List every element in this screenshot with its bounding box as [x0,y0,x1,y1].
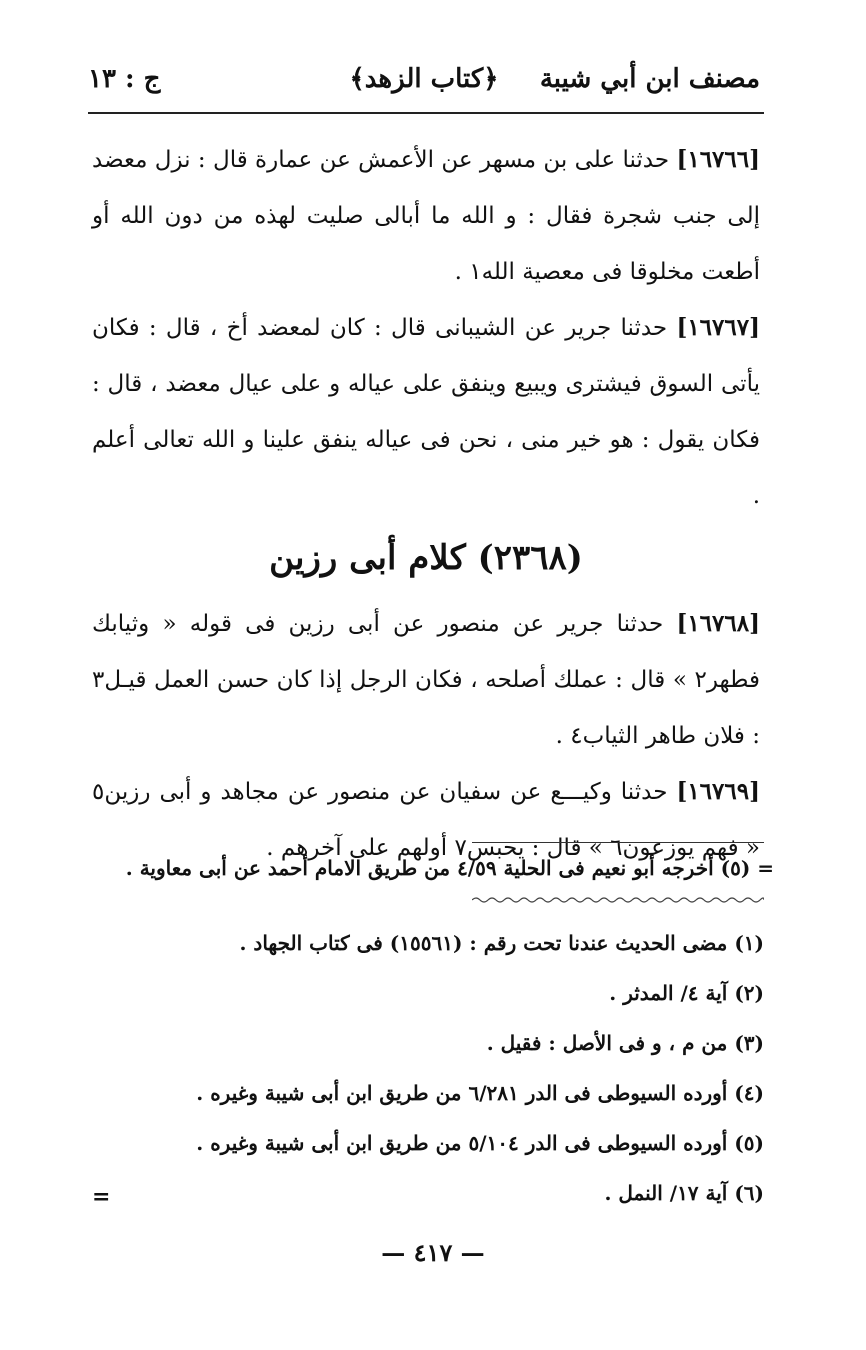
footnote: (٥) أورده السيوطى فى الدر ٥/١٠٤ من طريق ابن أبى شيبة وغيره . [196,1131,764,1155]
main-text [92,132,760,876]
book-title: مصنف ابن أبي شيبة [539,64,760,94]
footnote: (٤) أورده السيوطى فى الدر ٦/٢٨١ من طريق ابن أبى شيبة وغيره . [196,1081,764,1105]
hadith-number: [١٦٧٦٧] [676,314,760,341]
header-rule [88,112,764,114]
footnote: (١) مضى الحديث عندنا تحت رقم : (١٥٥٦١) فى كتاب الجهاد . [239,931,764,955]
footnote: (٣) من م ، و فى الأصل : فقيل . [486,1031,764,1055]
volume-number: ج : ١٣ [88,64,161,94]
hadith-text: حدثنا جرير عن الشيبانى قال : كان لمعضد أخ ، قال : فكان يأتى السوق فيشترى ويبيع وينفق على عياله و على عيال معضد ، قال : فكان يقول : هو خير منى ، نحن فى عياله ينفق علينا و الله تعالى أعلم . [92,315,760,509]
hadith-text: حدثنا على بن مسهر عن الأعمش عن عمارة قال : نزل معضد إلى جنب شجرة فقال : و الله ما أبالى صليت لهذه من دون الله أو أطعت مخلوقا فى معصية الله١ . [92,147,760,285]
section-title: (٢٣٦٨) كلام أبى رزين [269,538,583,578]
hadith-number: [١٦٧٦٦] [676,146,761,173]
footnote: (٦) آية ١٧/ النمل . [604,1181,764,1205]
footnotes [150,918,764,1218]
hadith-paragraph [92,132,760,300]
footnote-separator [472,842,764,843]
hadith-paragraph [92,596,760,764]
chapter-name: ﴿كتاب الزهد﴾ [349,64,499,94]
wavy-separator [472,896,764,904]
running-header [88,58,760,104]
page-number: — ٤١٧ — [381,1238,485,1267]
footnote-continuation-mark: = [92,1184,111,1210]
hadith-paragraph [92,300,760,524]
hadith-number: [١٦٧٦٩] [676,778,760,805]
footnote: (٢) آية ٤/ المدثر . [609,981,764,1005]
hadith-text: حدثنا وكيـــع عن سفيان عن منصور عن مجاهد و أبى رزين٥ « فهم يوزعون٦ » قال : يحبس٧ أولهم على آخرهم . [92,779,760,861]
continued-footnote: = (٥) أخرجه أبو نعيم فى الحلية ٤/٥٩ من طريق الامام أحمد عن أبى معاوية . [125,856,774,880]
hadith-number: [١٦٧٦٨] [676,610,760,637]
hadith-text: حدثنا جرير عن منصور عن أبى رزين فى قوله « وثيابك فطهر٢ » قال : عملك أصلحه ، فكان الرجل إذا كان حسن العمل قيـل٣ : فلان طاهر الثياب٤ . [92,611,760,749]
